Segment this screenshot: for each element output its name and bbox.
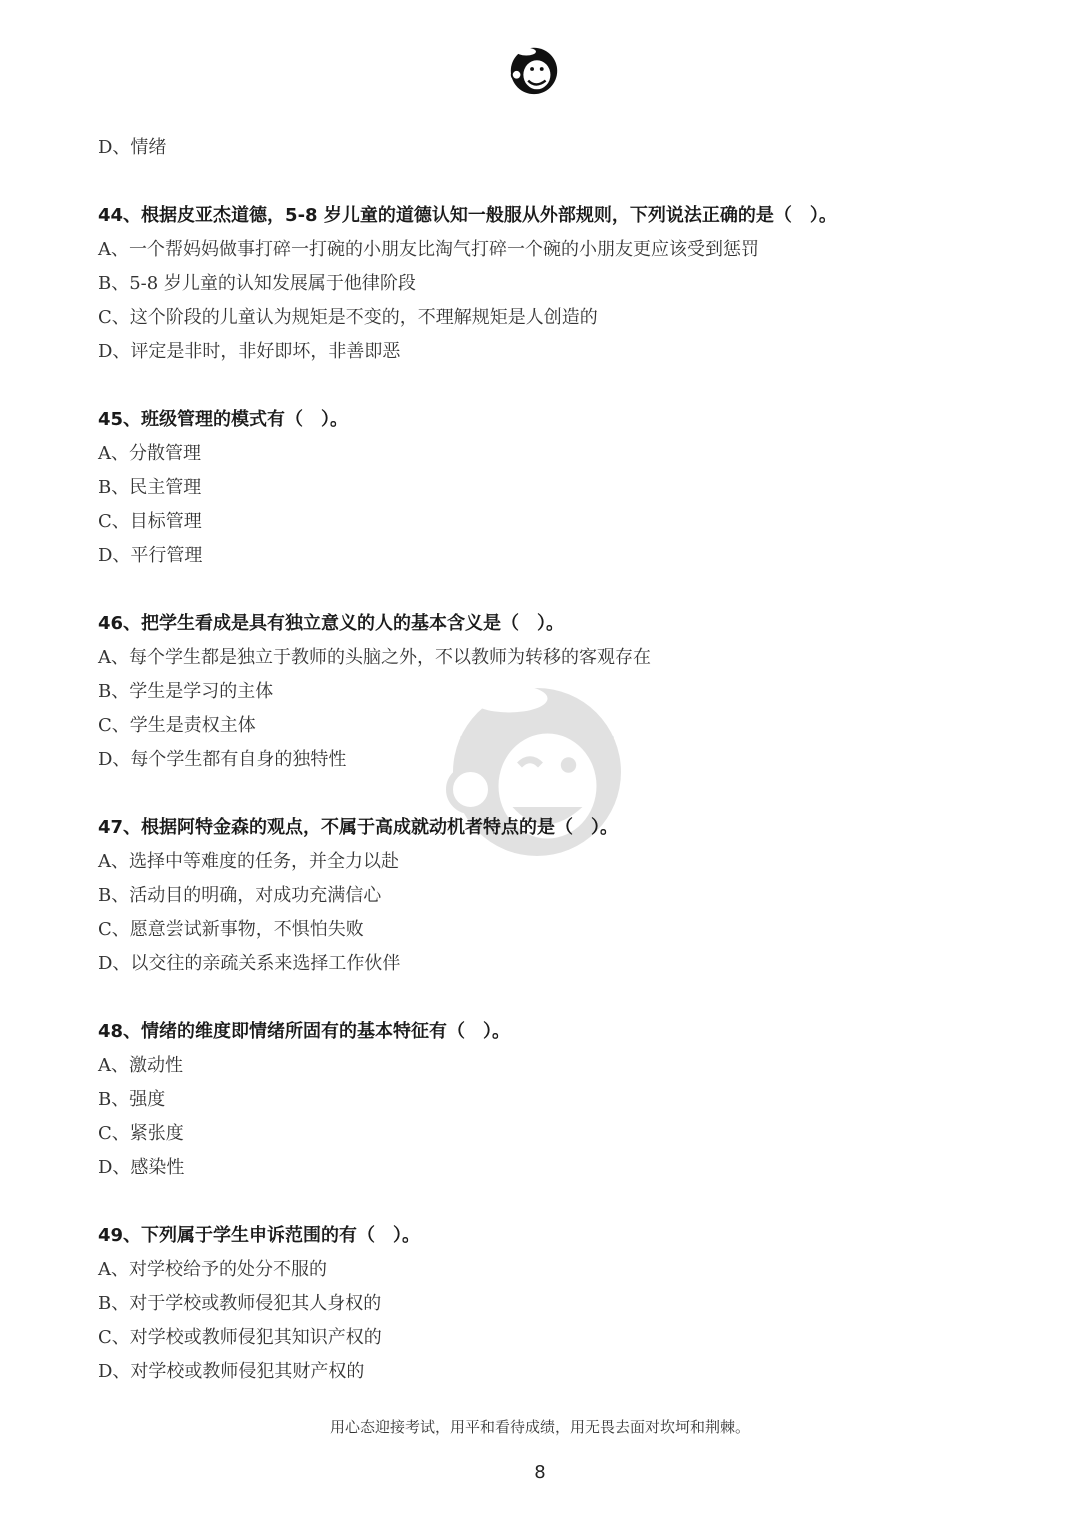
question-44: [98, 199, 998, 369]
option-c: C、对学校或教师侵犯其知识产权的: [98, 1327, 382, 1348]
question-title: 45、班级管理的模式有（ ）。: [98, 409, 349, 430]
question-title: 47、根据阿特金森的观点，不属于高成就动机者特点的是（ ）。: [98, 817, 619, 838]
prev-question-option-d: D、情绪: [98, 137, 167, 158]
question-title: 49、下列属于学生申诉范围的有（ ）。: [98, 1225, 421, 1246]
question-48: [98, 1015, 998, 1185]
option-d: D、以交往的亲疏关系来选择工作伙伴: [98, 953, 401, 974]
option-a: A、分散管理: [98, 443, 201, 464]
page-number: 8: [534, 1462, 546, 1483]
option-b: B、对于学校或教师侵犯其人身权的: [98, 1293, 382, 1314]
option-c: C、学生是责权主体: [98, 715, 256, 736]
option-a: A、对学校给予的处分不服的: [98, 1259, 327, 1280]
option-d: D、平行管理: [98, 545, 203, 566]
option-c: C、愿意尝试新事物，不惧怕失败: [98, 919, 364, 940]
option-c: C、目标管理: [98, 511, 202, 532]
option-a: A、每个学生都是独立于教师的头脑之外，不以教师为转移的客观存在: [98, 647, 651, 668]
question-45: [98, 403, 998, 573]
option-b: B、活动目的明确，对成功充满信心: [98, 885, 382, 906]
question-title: 48、情绪的维度即情绪所固有的基本特征有（ ）。: [98, 1021, 511, 1042]
option-a: A、激动性: [98, 1055, 183, 1076]
question-49: [98, 1219, 998, 1389]
option-c: C、紧张度: [98, 1123, 184, 1144]
option-d: D、每个学生都有自身的独特性: [98, 749, 347, 770]
option-b: B、强度: [98, 1089, 166, 1110]
question-46: [98, 607, 998, 777]
question-list: [98, 131, 998, 1389]
footer-motto: 用心态迎接考试，用平和看待成绩，用无畏去面对坎坷和荆棘。: [329, 1418, 750, 1436]
question-title: 46、把学生看成是具有独立意义的人的基本含义是（ ）。: [98, 613, 565, 634]
option-d: D、对学校或教师侵犯其财产权的: [98, 1361, 365, 1382]
option-a: A、选择中等难度的任务，并全力以赴: [98, 851, 399, 872]
option-d: D、感染性: [98, 1157, 185, 1178]
option-b: B、5-8 岁儿童的认知发展属于他律阶段: [98, 273, 416, 294]
question-title: 44、根据皮亚杰道德，5-8 岁儿童的道德认知一般服从外部规则，下列说法正确的是（ ）。: [98, 205, 837, 226]
question-47: [98, 811, 998, 981]
option-b: B、民主管理: [98, 477, 202, 498]
option-d: D、评定是非时，非好即坏，非善即恶: [98, 341, 401, 362]
monkey-head-logo-icon: [505, 40, 563, 98]
option-c: C、这个阶段的儿童认为规矩是不变的，不理解规矩是人创造的: [98, 307, 598, 328]
option-a: A、一个帮妈妈做事打碎一打碗的小朋友比淘气打碎一个碗的小朋友更应该受到惩罚: [98, 239, 759, 260]
option-b: B、学生是学习的主体: [98, 681, 274, 702]
